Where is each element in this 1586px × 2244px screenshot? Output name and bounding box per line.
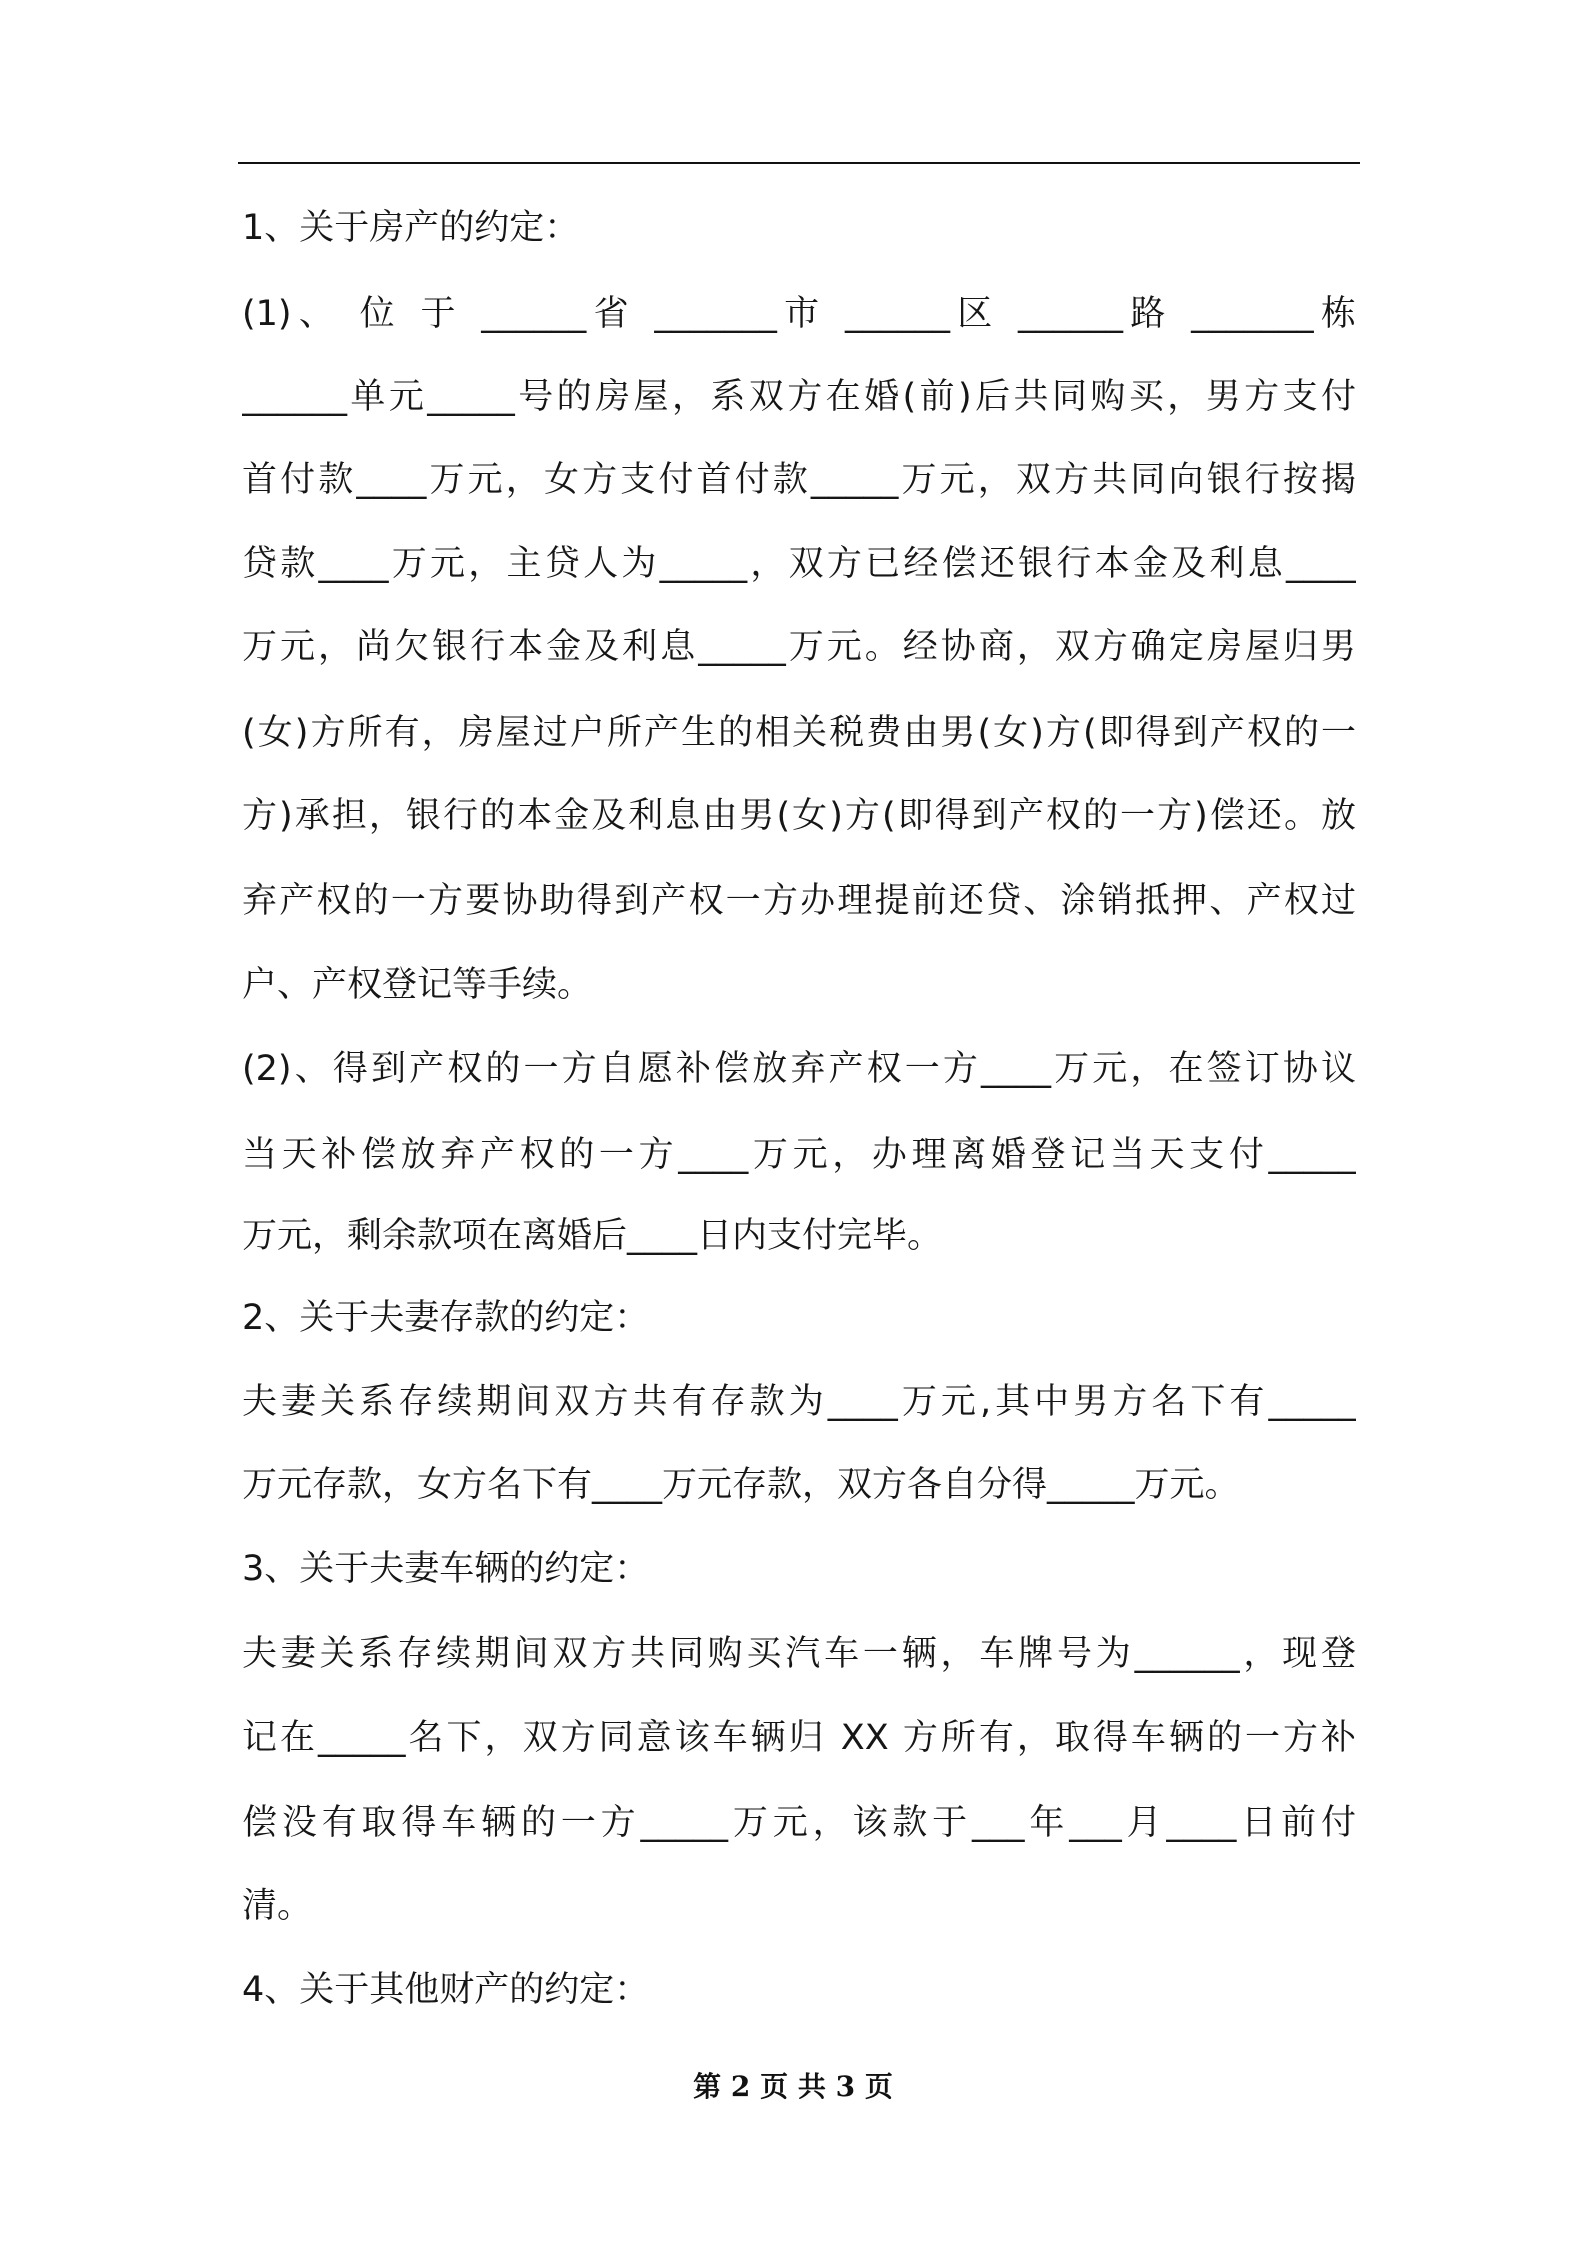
paragraph-line: 万元存款，女方名下有____万元存款，双方各自分得_____万元。: [242, 1465, 1240, 1505]
paragraph-line: 夫妻关系存续期间双方共有存款为____万元,其中男方名下有_____: [242, 1382, 1356, 1422]
paragraph-line: 万元，剩余款项在离婚后____日内支付完毕。: [242, 1216, 943, 1256]
paragraph-line: 弃产权的一方要协助得到产权一方办理提前还贷、涂销抵押、产权过: [242, 881, 1356, 921]
paragraph-line: ______单元_____号的房屋，系双方在婚(前)后共同购买，男方支付: [242, 377, 1356, 417]
paragraph-line: (2)、得到产权的一方自愿补偿放弃产权一方____万元，在签订协议: [242, 1049, 1356, 1089]
paragraph-line: 夫妻关系存续期间双方共同购买汽车一辆，车牌号为______，现登: [242, 1634, 1356, 1674]
paragraph-line: (女)方所有，房屋过户所产生的相关税费由男(女)方(即得到产权的一: [242, 713, 1356, 753]
paragraph-line: 户、产权登记等手续。: [242, 965, 593, 1005]
section-heading-savings: 2、关于夫妻存款的约定：: [242, 1298, 650, 1338]
paragraph-line: 贷款____万元，主贷人为_____，双方已经偿还银行本金及利息____: [242, 544, 1356, 584]
paragraph-line: (1)、 位 于 ______省 _______市 ______区 ______路 _______栋: [242, 294, 1356, 334]
paragraph-line: 方)承担，银行的本金及利息由男(女)方(即得到产权的一方)偿还。放: [242, 796, 1356, 836]
paragraph-line: 记在_____名下，双方同意该车辆归 XX 方所有，取得车辆的一方补: [242, 1718, 1356, 1758]
page-number-footer: 第 2 页 共 3 页: [693, 2070, 893, 2103]
section-heading-property: 1、关于房产的约定：: [242, 208, 580, 248]
paragraph-line: 当天补偿放弃产权的一方____万元，办理离婚登记当天支付_____: [242, 1135, 1356, 1175]
section-heading-other-property: 4、关于其他财产的约定：: [242, 1970, 650, 2010]
header-rule: [238, 162, 1360, 164]
section-heading-vehicle: 3、关于夫妻车辆的约定：: [242, 1549, 650, 1589]
paragraph-line: 偿没有取得车辆的一方_____万元，该款于___年___月____日前付: [242, 1803, 1356, 1843]
paragraph-line: 首付款____万元，女方支付首付款_____万元，双方共同向银行按揭: [242, 460, 1356, 500]
paragraph-line: 清。: [242, 1886, 313, 1926]
paragraph-line: 万元，尚欠银行本金及利息_____万元。经协商，双方确定房屋归男: [242, 627, 1356, 667]
